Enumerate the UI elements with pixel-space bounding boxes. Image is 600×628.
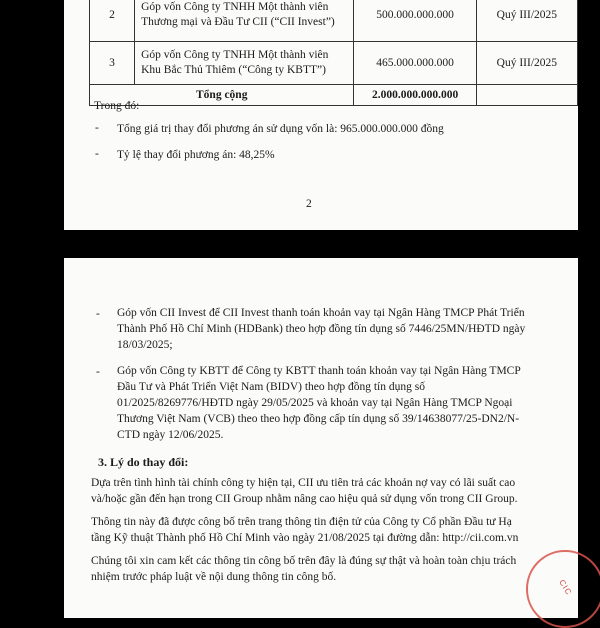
table-row (90, 42, 578, 85)
row-amount: 465.000.000.000 (354, 42, 476, 85)
dash-bullet: - (96, 308, 100, 320)
stamp-lettering: CIC (557, 577, 574, 598)
document-page-bottom (64, 258, 578, 618)
text-line: CTD ngày 12/06/2025. (117, 429, 224, 441)
page-number: 2 (306, 198, 312, 210)
dash-bullet: - (96, 366, 100, 378)
bullet-change-ratio: Tỷ lệ thay đổi phương án: 48,25% (117, 149, 275, 161)
commitment-paragraph (91, 553, 551, 585)
capital-plan-table (89, 0, 578, 106)
text-line: Chúng tôi xin cam kết các thông tin công bố trên đây là đúng sự thật và hoàn toàn chịu trách (91, 555, 517, 567)
section-heading: 3. Lý do thay đổi: (98, 455, 189, 469)
total-amount: 2.000.000.000.000 (354, 85, 476, 106)
row-number: 3 (90, 42, 135, 85)
disclosure-paragraph (91, 514, 551, 546)
text-line: Thương Việt Nam (VCB) theo theo hợp đồng cấp tín dụng số 39/14638077/25-DN2/N- (117, 413, 520, 425)
reason-paragraph (91, 475, 551, 507)
row-description: Góp vốn Công ty TNHH Một thành viên Thương mại và Đầu Tư CII (“CII Invest”) (135, 0, 354, 42)
bullet-total-change: Tổng giá trị thay đổi phương án sử dụng vốn là: 965.000.000.000 đồng (117, 123, 444, 135)
text-line: Đầu Tư và Phát Triển Việt Nam (BIDV) theo hợp đồng tín dụng số (117, 381, 425, 393)
text-line: Góp vốn Công ty KBTT để Công ty KBTT thanh toán khoản vay tại Ngân Hàng TMCP (117, 365, 521, 377)
row-time: Quý III/2025 (476, 42, 577, 85)
bullet-cii-invest (117, 305, 537, 353)
bullet-kbtt (117, 363, 537, 443)
document-page-top (64, 0, 578, 230)
text-line: và/hoặc gần đến hạn trong CII Group nhằm nâng cao hiệu quả sử dụng vốn trong CII Group. (91, 493, 518, 505)
text-line: Góp vốn CII Invest để CII Invest thanh toán khoản vay tại Ngân Hàng TMCP Phát Triển (117, 307, 525, 319)
dash-bullet: - (95, 122, 99, 134)
trong-do-label: Trong đó: (94, 100, 140, 112)
row-description: Góp vốn Công ty TNHH Một thành viên Khu Bắc Thủ Thiêm (“Công ty KBTT”) (135, 42, 354, 85)
dash-bullet: - (95, 148, 99, 160)
total-label: Tổng cộng (90, 85, 354, 106)
text-line: Thông tin này đã được công bố trên trang thông tin điện tử của Công ty Cổ phần Đầu tư Hạ (91, 516, 512, 528)
table-row (90, 0, 578, 42)
row-time: Quý III/2025 (476, 0, 577, 42)
text-line: tầng Kỹ thuật Thành phố Hồ Chí Minh vào ngày 21/08/2025 tại đường dẫn: http://cii.com.vn (91, 532, 519, 544)
text-line: Dựa trên tình hình tài chính công ty hiện tại, CII ưu tiên trả các khoản nợ vay có lãi suất cao (91, 477, 516, 489)
text-line: 01/2025/8269776/HĐTD ngày 29/05/2025 và khoản vay tại Ngân Hàng TMCP Ngoại (117, 397, 513, 409)
table-total-row (90, 85, 578, 106)
text-line: 18/03/2025; (117, 339, 173, 351)
total-time-empty (476, 85, 577, 106)
text-line: nhiệm trước pháp luật về nội dung thông tin công bố. (91, 571, 337, 583)
text-line: Thành Phố Hồ Chí Minh (HDBank) theo hợp đồng tín dụng số 7446/25MN/HĐTD ngày (117, 323, 526, 335)
row-number: 2 (90, 0, 135, 42)
row-amount: 500.000.000.000 (354, 0, 476, 42)
